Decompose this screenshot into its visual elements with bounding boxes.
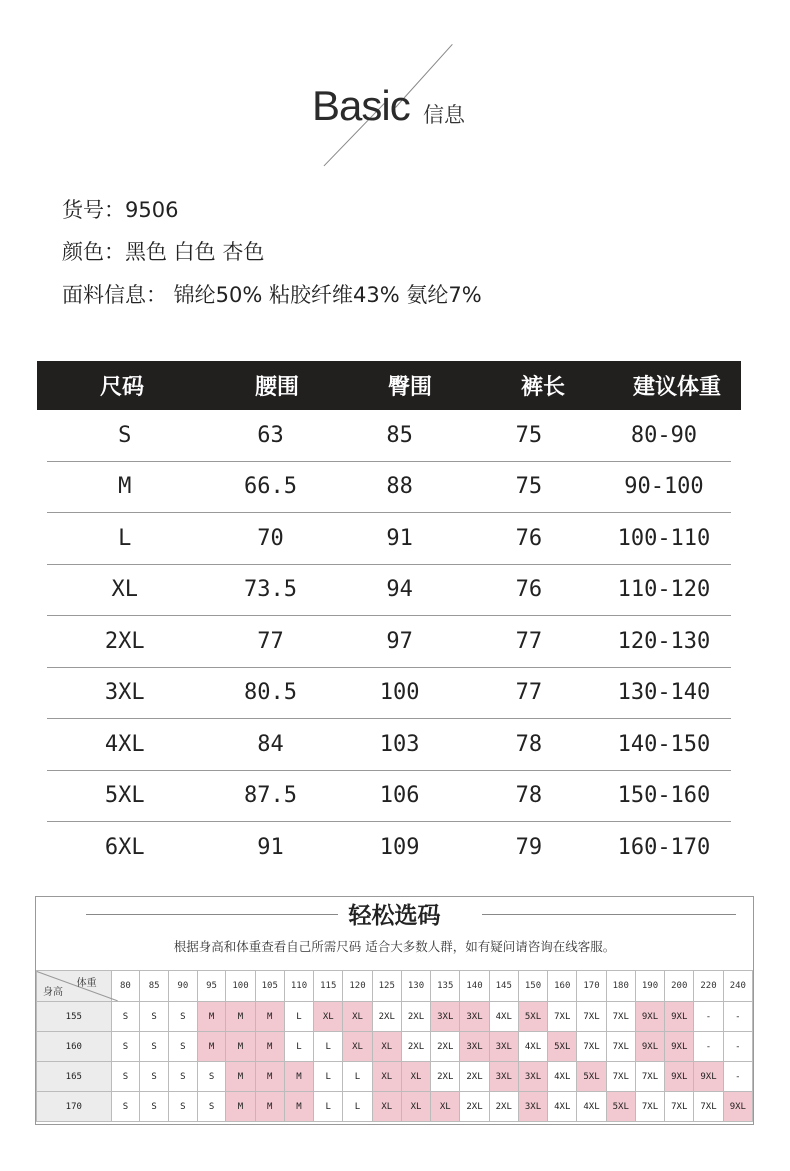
cell-length: 79 xyxy=(515,834,543,860)
size-recommendation-cell: M xyxy=(226,1002,255,1032)
size-recommendation-cell: M xyxy=(255,1002,284,1032)
size-table-row xyxy=(47,719,731,771)
size-recommendation-cell: 7XL xyxy=(577,1002,606,1032)
cell-waist: 77 xyxy=(257,628,284,654)
size-recommendation-cell: 7XL xyxy=(635,1062,664,1092)
header-size: 尺码 xyxy=(99,375,144,400)
cell-hip: 100 xyxy=(379,680,420,706)
color-options: 颜色：黑色 白色 杏色 xyxy=(62,240,265,264)
weight-header-cell: 160 xyxy=(548,971,577,1002)
size-recommendation-cell: XL xyxy=(372,1032,401,1062)
weight-header-cell: 140 xyxy=(460,971,489,1002)
cell-weight: 100-110 xyxy=(617,525,711,551)
size-recommendation-cell: - xyxy=(723,1062,752,1092)
cell-size: 3XL xyxy=(104,680,145,706)
size-recommendation-cell: S xyxy=(111,1062,140,1092)
size-recommendation-cell: L xyxy=(343,1062,372,1092)
size-recommendation-cell: 4XL xyxy=(548,1092,577,1122)
size-recommendation-cell: M xyxy=(226,1062,255,1092)
cell-waist: 84 xyxy=(257,731,284,757)
header-length: 裤长 xyxy=(520,375,565,400)
guide-height-row xyxy=(37,1032,753,1062)
size-table-row xyxy=(47,771,731,823)
size-recommendation-cell: 9XL xyxy=(723,1092,752,1122)
size-recommendation-cell: S xyxy=(168,1062,197,1092)
size-recommendation-cell: 7XL xyxy=(694,1092,723,1122)
size-recommendation-cell: 3XL xyxy=(518,1092,547,1122)
size-recommendation-cell: 4XL xyxy=(548,1062,577,1092)
cell-hip: 109 xyxy=(379,834,420,860)
height-cell: 170 xyxy=(37,1092,112,1122)
size-recommendation-cell: XL xyxy=(314,1002,343,1032)
weight-header-cell: 85 xyxy=(140,971,169,1002)
size-recommendation-cell: 7XL xyxy=(577,1032,606,1062)
size-recommendation-cell: XL xyxy=(372,1062,401,1092)
size-recommendation-cell: L xyxy=(314,1032,343,1062)
size-recommendation-cell: L xyxy=(314,1062,343,1092)
size-recommendation-cell: 7XL xyxy=(606,1002,635,1032)
cell-length: 77 xyxy=(515,680,543,706)
cell-weight: 160-170 xyxy=(617,834,711,860)
size-recommendation-cell: 3XL xyxy=(518,1062,547,1092)
size-recommendation-cell: 3XL xyxy=(460,1032,489,1062)
size-recommendation-cell: S xyxy=(168,1092,197,1122)
size-recommendation-cell: M xyxy=(284,1062,313,1092)
guide-height-row xyxy=(37,1002,753,1032)
size-recommendation-cell: XL xyxy=(343,1032,372,1062)
cell-waist: 63 xyxy=(257,422,284,448)
size-recommendation-cell: 7XL xyxy=(635,1092,664,1122)
size-recommendation-cell: 5XL xyxy=(606,1092,635,1122)
header-title: Basic xyxy=(312,82,410,129)
size-recommendation-cell: S xyxy=(140,1032,169,1062)
size-recommendation-cell: S xyxy=(168,1032,197,1062)
weight-header-cell: 105 xyxy=(255,971,284,1002)
size-recommendation-cell: M xyxy=(284,1092,313,1122)
size-recommendation-cell: 4XL xyxy=(577,1092,606,1122)
size-recommendation-cell: M xyxy=(255,1062,284,1092)
cell-length: 75 xyxy=(515,422,543,448)
guide-description: 根据身高和体重查看自己所需尺码 适合大多数人群，如有疑问请咨询在线客服。 xyxy=(173,939,616,954)
cell-length: 76 xyxy=(515,525,543,551)
cell-size: L xyxy=(118,525,132,551)
cell-size: 6XL xyxy=(104,834,145,860)
height-cell: 165 xyxy=(37,1062,112,1092)
size-recommendation-cell: M xyxy=(255,1092,284,1122)
weight-header-cell: 150 xyxy=(518,971,547,1002)
cell-size: XL xyxy=(111,577,138,603)
guide-weight-row xyxy=(37,971,753,1002)
size-recommendation-cell: S xyxy=(140,1092,169,1122)
size-guide xyxy=(35,896,754,1125)
cell-hip: 85 xyxy=(386,422,413,448)
size-recommendation-cell: L xyxy=(284,1002,313,1032)
size-recommendation-cell: 4XL xyxy=(489,1002,518,1032)
size-recommendation-cell: L xyxy=(343,1092,372,1122)
weight-header-cell: 100 xyxy=(226,971,255,1002)
cell-length: 75 xyxy=(515,474,543,500)
cell-waist: 87.5 xyxy=(243,783,297,809)
size-recommendation-cell: 2XL xyxy=(372,1002,401,1032)
size-recommendation-cell: XL xyxy=(401,1092,430,1122)
cell-size: M xyxy=(118,474,132,500)
header-waist: 腰围 xyxy=(254,375,299,400)
size-recommendation-cell: M xyxy=(197,1002,226,1032)
size-recommendation-cell: 5XL xyxy=(577,1062,606,1092)
size-recommendation-cell: S xyxy=(197,1062,226,1092)
weight-axis-label: 体重 xyxy=(76,978,97,989)
guide-height-row xyxy=(37,1062,753,1092)
cell-length: 78 xyxy=(515,783,543,809)
item-number: 货号：9506 xyxy=(62,198,179,222)
size-table-row xyxy=(47,513,731,565)
size-recommendation-cell: S xyxy=(140,1062,169,1092)
weight-header-cell: 80 xyxy=(111,971,140,1002)
size-recommendation-cell: 9XL xyxy=(665,1062,694,1092)
size-table-row xyxy=(47,822,731,873)
size-recommendation-cell: S xyxy=(111,1002,140,1032)
size-table xyxy=(37,361,741,873)
height-cell: 160 xyxy=(37,1032,112,1062)
weight-header-cell: 170 xyxy=(577,971,606,1002)
size-recommendation-cell: - xyxy=(694,1002,723,1032)
weight-header-cell: 90 xyxy=(168,971,197,1002)
size-recommendation-cell: M xyxy=(197,1032,226,1062)
size-recommendation-cell: M xyxy=(255,1032,284,1062)
size-table-body xyxy=(47,410,731,873)
cell-hip: 88 xyxy=(386,474,413,500)
size-recommendation-cell: S xyxy=(111,1032,140,1062)
size-recommendation-cell: XL xyxy=(372,1092,401,1122)
size-recommendation-cell: 9XL xyxy=(635,1002,664,1032)
size-recommendation-cell: 5XL xyxy=(518,1002,547,1032)
size-recommendation-cell: S xyxy=(168,1002,197,1032)
size-recommendation-cell: S xyxy=(140,1002,169,1032)
weight-header-cell: 130 xyxy=(401,971,430,1002)
cell-length: 78 xyxy=(515,731,543,757)
cell-waist: 70 xyxy=(257,525,284,551)
size-recommendation-cell: L xyxy=(314,1092,343,1122)
weight-header-cell: 115 xyxy=(314,971,343,1002)
size-recommendation-cell: 2XL xyxy=(431,1062,460,1092)
weight-header-cell: 135 xyxy=(431,971,460,1002)
cell-weight: 130-140 xyxy=(617,680,711,706)
height-cell: 155 xyxy=(37,1002,112,1032)
fabric-info: 面料信息： 锦纶50% 粘胶纤维43% 氨纶7% xyxy=(62,283,482,307)
weight-header-cell: 145 xyxy=(489,971,518,1002)
weight-header-cell: 95 xyxy=(197,971,226,1002)
size-recommendation-cell: 2XL xyxy=(460,1062,489,1092)
cell-waist: 73.5 xyxy=(243,577,297,603)
size-recommendation-cell: 2XL xyxy=(401,1002,430,1032)
cell-size: 4XL xyxy=(104,731,145,757)
size-recommendation-cell: XL xyxy=(343,1002,372,1032)
cell-hip: 97 xyxy=(386,628,413,654)
cell-size: S xyxy=(118,422,132,448)
size-table-row xyxy=(47,616,731,668)
size-table-row xyxy=(47,410,731,462)
size-recommendation-cell: XL xyxy=(431,1092,460,1122)
size-recommendation-cell: 7XL xyxy=(606,1032,635,1062)
height-axis-label: 身高 xyxy=(43,987,63,998)
header-hip: 臀围 xyxy=(387,375,432,400)
size-recommendation-cell: 9XL xyxy=(635,1032,664,1062)
size-recommendation-cell: - xyxy=(694,1032,723,1062)
weight-header-cell: 200 xyxy=(665,971,694,1002)
size-recommendation-cell: 3XL xyxy=(489,1062,518,1092)
weight-header-cell: 110 xyxy=(284,971,313,1002)
size-recommendation-cell: 4XL xyxy=(518,1032,547,1062)
size-recommendation-cell: L xyxy=(284,1032,313,1062)
size-recommendation-cell: 9XL xyxy=(665,1032,694,1062)
weight-header-cell: 220 xyxy=(694,971,723,1002)
size-recommendation-cell: 9XL xyxy=(665,1002,694,1032)
size-table-row xyxy=(47,462,731,514)
weight-header-cell: 240 xyxy=(723,971,752,1002)
header-subtitle: 信息 xyxy=(423,103,465,127)
size-table-header xyxy=(37,361,741,410)
size-recommendation-cell: 9XL xyxy=(694,1062,723,1092)
size-recommendation-cell: S xyxy=(197,1092,226,1122)
cell-size: 5XL xyxy=(104,783,145,809)
cell-waist: 66.5 xyxy=(243,474,297,500)
size-table-row xyxy=(47,668,731,720)
cell-weight: 110-120 xyxy=(617,577,711,603)
size-recommendation-cell: 2XL xyxy=(489,1092,518,1122)
cell-hip: 91 xyxy=(386,525,413,551)
size-recommendation-cell: 2XL xyxy=(460,1092,489,1122)
guide-height-row xyxy=(37,1092,753,1122)
header-weight: 建议体重 xyxy=(632,375,721,400)
size-recommendation-cell: - xyxy=(723,1032,752,1062)
cell-hip: 106 xyxy=(379,783,420,809)
cell-waist: 91 xyxy=(257,834,284,860)
guide-title: 轻松选码 xyxy=(348,903,441,929)
cell-hip: 94 xyxy=(386,577,413,603)
cell-size: 2XL xyxy=(104,628,145,654)
size-recommendation-cell: XL xyxy=(401,1062,430,1092)
size-recommendation-cell: M xyxy=(226,1092,255,1122)
size-recommendation-cell: 2XL xyxy=(431,1032,460,1062)
size-recommendation-cell: 7XL xyxy=(665,1092,694,1122)
size-recommendation-cell: M xyxy=(226,1032,255,1062)
size-recommendation-cell: - xyxy=(723,1002,752,1032)
cell-length: 77 xyxy=(515,628,543,654)
weight-header-cell: 180 xyxy=(606,971,635,1002)
size-recommendation-cell: 5XL xyxy=(548,1032,577,1062)
weight-header-cell: 120 xyxy=(343,971,372,1002)
cell-hip: 103 xyxy=(379,731,420,757)
cell-weight: 140-150 xyxy=(617,731,711,757)
cell-weight: 90-100 xyxy=(624,474,704,500)
size-table-row xyxy=(47,565,731,617)
size-recommendation-cell: 2XL xyxy=(401,1032,430,1062)
size-recommendation-cell: 7XL xyxy=(548,1002,577,1032)
size-recommendation-cell: S xyxy=(111,1092,140,1122)
cell-length: 76 xyxy=(515,577,543,603)
cell-weight: 80-90 xyxy=(630,422,698,448)
cell-waist: 80.5 xyxy=(243,680,297,706)
weight-header-cell: 125 xyxy=(372,971,401,1002)
cell-weight: 120-130 xyxy=(617,628,711,654)
size-recommendation-cell: 3XL xyxy=(431,1002,460,1032)
size-recommendation-cell: 3XL xyxy=(460,1002,489,1032)
size-recommendation-cell: 7XL xyxy=(606,1062,635,1092)
size-guide-table xyxy=(36,970,753,1122)
cell-weight: 150-160 xyxy=(617,783,711,809)
weight-header-cell: 190 xyxy=(635,971,664,1002)
page-header xyxy=(0,40,790,170)
size-recommendation-cell: 3XL xyxy=(489,1032,518,1062)
guide-corner-cell xyxy=(37,971,112,1002)
